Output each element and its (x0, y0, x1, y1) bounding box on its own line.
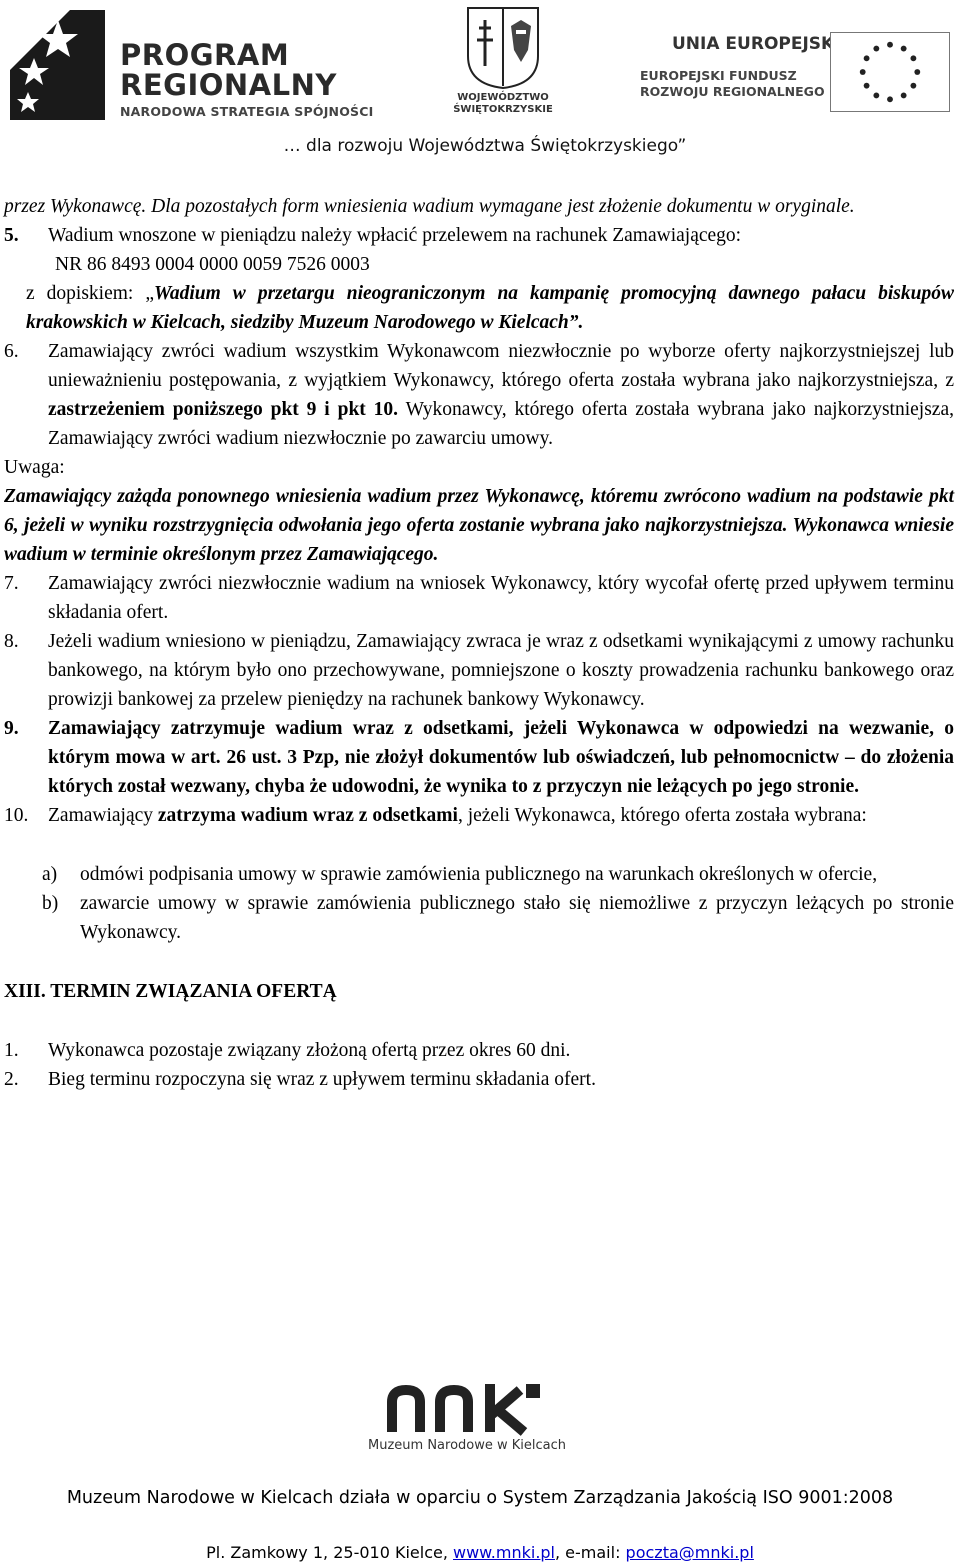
program-logo-line2: REGIONALNY (120, 68, 337, 102)
ue-logo-title: UNIA EUROPEJSKA (672, 34, 848, 54)
woj-logo-line1: WOJEWÓDZTWO (457, 92, 549, 103)
uwaga-text: Zamawiający zażąda ponownego wniesienia wadium przez Wykonawcę, któremu zwrócono wadium na podstawie pkt 6, jeżeli w wyniku rozstrzygnięcia odwołania jego oferta zostanie wybrana jako najkorzystniejsza. Wykonawca wniesie wadium w terminie określonym przez Zamawiającego. (4, 486, 954, 565)
section-item-2-text: Bieg terminu rozpoczyna się wraz z upływem terminu składania ofert. (48, 1069, 596, 1090)
star-emblem-icon (10, 10, 105, 120)
paragraph-10-bold: zatrzyma wadium wraz z odsetkami (157, 805, 458, 826)
email-link[interactable]: poczta@mnki.pl (625, 1543, 754, 1562)
paragraph-5-number: 5. (4, 225, 19, 246)
sub-item-a-text: odmówi podpisania umowy w sprawie zamówienia publicznego na warunkach określonych w ofercie, (80, 864, 878, 885)
transfer-note (0, 279, 960, 337)
coat-of-arms-icon (448, 6, 558, 90)
paragraph-6-bold: zastrzeżeniem poniższego pkt 9 i pkt 10. (48, 399, 399, 420)
header-tagline: … dla rozwoju Województwa Świętokrzyskiego” (283, 136, 687, 156)
section-item-2 (0, 1065, 960, 1094)
wojewodztwo-logo (448, 6, 558, 126)
unia-europejska-logo (640, 26, 960, 126)
section-heading: XIII. TERMIN ZWIĄZANIA OFERTĄ (4, 981, 337, 1002)
paragraph-8-text: Jeżeli wadium wniesiono w pieniądzu, Zamawiający zwraca je wraz z odsetkami wynikającymi z umowy rachunku bankowego, na którym było ono przechowywane, pomniejszone o koszty prowadzenia rachunku bankowego oraz prowizji bankowej za przelew pieniędzy na rachunek bankowy Wykonawcy. (48, 631, 954, 710)
sub-item-b-label: b) (42, 893, 59, 914)
mnk-emblem-icon (362, 1382, 602, 1438)
paragraph-9-text: Zamawiający zatrzymuje wadium wraz z odsetkami, jeżeli Wykonawca w odpowiedzi na wezwanie, o którym mowa w art. 26 ust. 3 Pzp, nie złożył dokumentów lub oświadczeń, lub pełnomocnictw – do złożenia których został wezwany, chyba że udowodni, że wynika to z przyczyn nie leżących po jego stronie. (48, 718, 954, 797)
woj-logo-line2: ŚWIĘTOKRZYSKIE (453, 104, 553, 115)
section-item-1-number: 1. (4, 1040, 19, 1061)
sub-item-b (0, 889, 960, 947)
paragraph-8 (0, 627, 960, 714)
sub-item-a-label: a) (42, 864, 58, 885)
paragraph-6-text2: Wykonawcy, którego oferta została wybrana jako najkorzystniejsza, Zamawiający zwróci wadium niezwłocznie po zawarciu umowy. (48, 399, 954, 449)
bank-account-number: NR 86 8493 0004 0000 0059 7526 0003 (55, 254, 370, 275)
program-logo-line3: NARODOWA STRATEGIA SPÓJNOŚCI (120, 104, 374, 119)
page-header (0, 0, 960, 165)
sub-item-a (0, 860, 960, 889)
continued-paragraph: przez Wykonawcę. Dla pozostałych form wniesienia wadium wymagane jest złożenie dokumentu w oryginale. (4, 196, 855, 217)
paragraph-8-number: 8. (4, 631, 19, 652)
transfer-note-text: Wadium w przetargu nieograniczonym na kampanię promocyjną dawnego pałacu biskupów krakowskich w Kielcach, siedziby Muzeum Narodowego w Kielcach (26, 283, 954, 333)
paragraph-9-number: 9. (4, 718, 19, 739)
program-logo-line1: PROGRAM (120, 38, 290, 72)
paragraph-7-text: Zamawiający zwróci niezwłocznie wadium na wniosek Wykonawcy, który wycofał ofertę przed upływem terminu składania ofert. (48, 573, 954, 623)
paragraph-10-text2: , jeżeli Wykonawca, którego oferta została wybrana: (457, 805, 867, 826)
footer-address: Pl. Zamkowy 1, 25-010 Kielce, (206, 1543, 453, 1562)
ue-logo-sub1: EUROPEJSKI FUNDUSZ (640, 68, 797, 83)
footer-email-label: , e-mail: (555, 1543, 626, 1562)
transfer-note-suffix: ”. (568, 312, 584, 333)
paragraph-10-number: 10. (4, 805, 29, 826)
footer-contact (0, 1543, 960, 1562)
paragraph-5-text: Wadium wnoszone w pieniądzu należy wpłacić przelewem na rachunek Zamawiającego: (48, 225, 742, 246)
paragraph-6-number: 6. (4, 341, 19, 362)
paragraph-10 (0, 801, 960, 830)
section-item-2-number: 2. (4, 1069, 19, 1090)
paragraph-6-text1: Zamawiający zwróci wadium wszystkim Wykonawcom niezwłocznie po wyborze oferty najkorzystniejszej lub unieważnieniu postępowania, z wyjątkiem Wykonawcy, którego oferta została wybrana jako najkorzystniejsza, z (48, 341, 954, 391)
paragraph-6 (0, 337, 960, 453)
uwaga-label: Uwaga: (4, 457, 65, 478)
eu-flag-icon (830, 32, 950, 112)
ue-logo-sub2: ROZWOJU REGIONALNEGO (640, 84, 825, 99)
museum-logo (362, 1382, 602, 1462)
paragraph-7 (0, 569, 960, 627)
paragraph-5 (0, 221, 960, 250)
museum-logo-caption: Muzeum Narodowe w Kielcach (368, 1438, 566, 1453)
transfer-note-prefix: z dopiskiem: „ (26, 283, 154, 304)
footer-iso-statement: Muzeum Narodowe w Kielcach działa w oparciu o System Zarządzania Jakością ISO 9001:2008 (66, 1488, 894, 1508)
paragraph-10-text1: Zamawiający (48, 805, 158, 826)
paragraph-7-number: 7. (4, 573, 19, 594)
section-item-1 (0, 1036, 960, 1065)
section-item-1-text: Wykonawca pozostaje związany złożoną ofertą przez okres 60 dni. (48, 1040, 571, 1061)
paragraph-9 (0, 714, 960, 801)
document-body (0, 192, 960, 1094)
program-regionalny-logo (10, 8, 380, 123)
website-link[interactable]: www.mnki.pl (453, 1543, 555, 1562)
sub-item-b-text: zawarcie umowy w sprawie zamówienia publicznego stało się niemożliwe z przyczyn leżących po stronie Wykonawcy. (80, 893, 954, 943)
